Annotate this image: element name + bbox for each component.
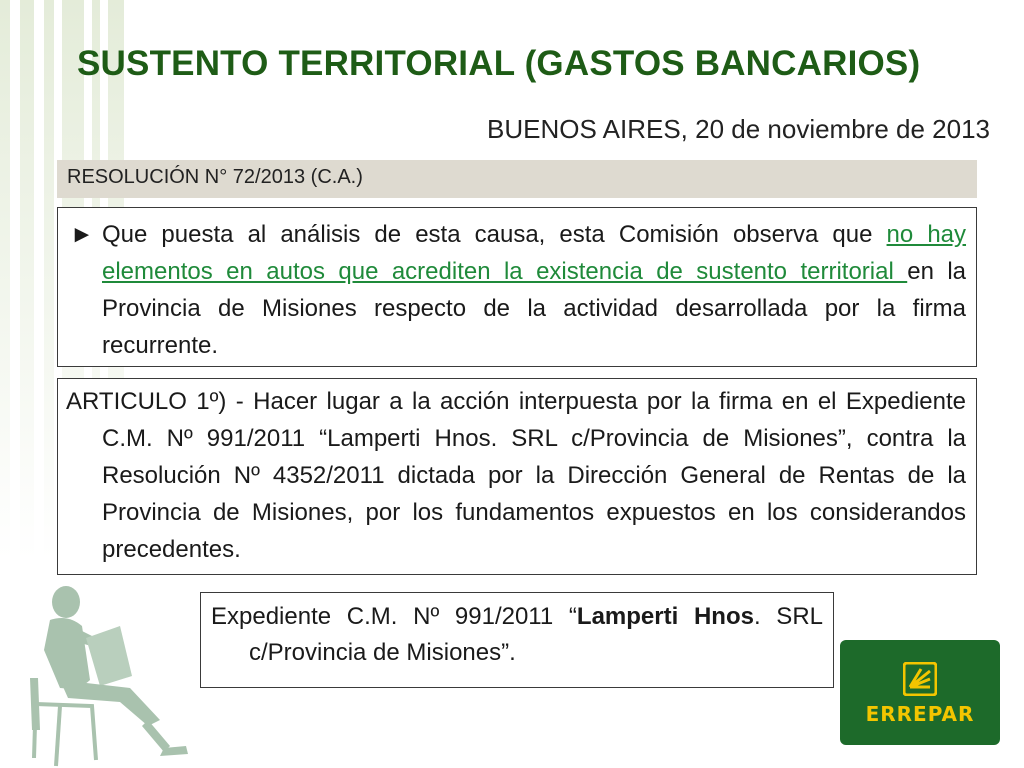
articulo-text: ARTICULO 1º) - Hacer lugar a la acción interpuesta por la firma en el Expediente C.M. Nº 991/2011 “Lamperti Hnos. SRL c/Provincia de Misiones”, contra la Resolución Nº 4352/2011 dictada por la Dirección General de Rentas de la Provincia de Misiones, por los fundamentos expuestos en los considerandos precedentes. <box>66 388 966 563</box>
logo-text: ERREPAR <box>865 702 975 726</box>
expediente-suffix: . SRL c/Provincia de Misiones”. <box>249 603 823 666</box>
considerando-text: Que puesta al análisis de esta causa, esta Comisión observa que <box>102 221 887 248</box>
resolution-header: RESOLUCIÓN N° 72/2013 (C.A.) <box>57 160 977 198</box>
highlight-link[interactable]: no hay elementos en autos que acrediten la existencia de sustento territorial <box>102 221 967 285</box>
expediente-prefix: Expediente C.M. Nº 991/2011 “ <box>211 603 577 630</box>
considerando-box <box>57 207 977 367</box>
errepar-logo <box>840 640 1000 745</box>
expediente-party: Lamperti Hnos <box>576 603 754 630</box>
considerando-text-end: en la Provincia de Misiones respecto de la actividad desarrollada por la firma recurrente. <box>102 258 967 359</box>
expediente-box <box>200 592 834 688</box>
bullet-arrow-icon: ► <box>70 221 94 248</box>
articulo-box <box>57 378 977 575</box>
seated-person-illustration <box>20 580 200 768</box>
slide-date: BUENOS AIRES, 20 de noviembre de 2013 <box>487 114 990 144</box>
errepar-emblem-icon <box>903 662 937 696</box>
slide-title: SUSTENTO TERRITORIAL (GASTOS BANCARIOS) <box>77 44 921 83</box>
